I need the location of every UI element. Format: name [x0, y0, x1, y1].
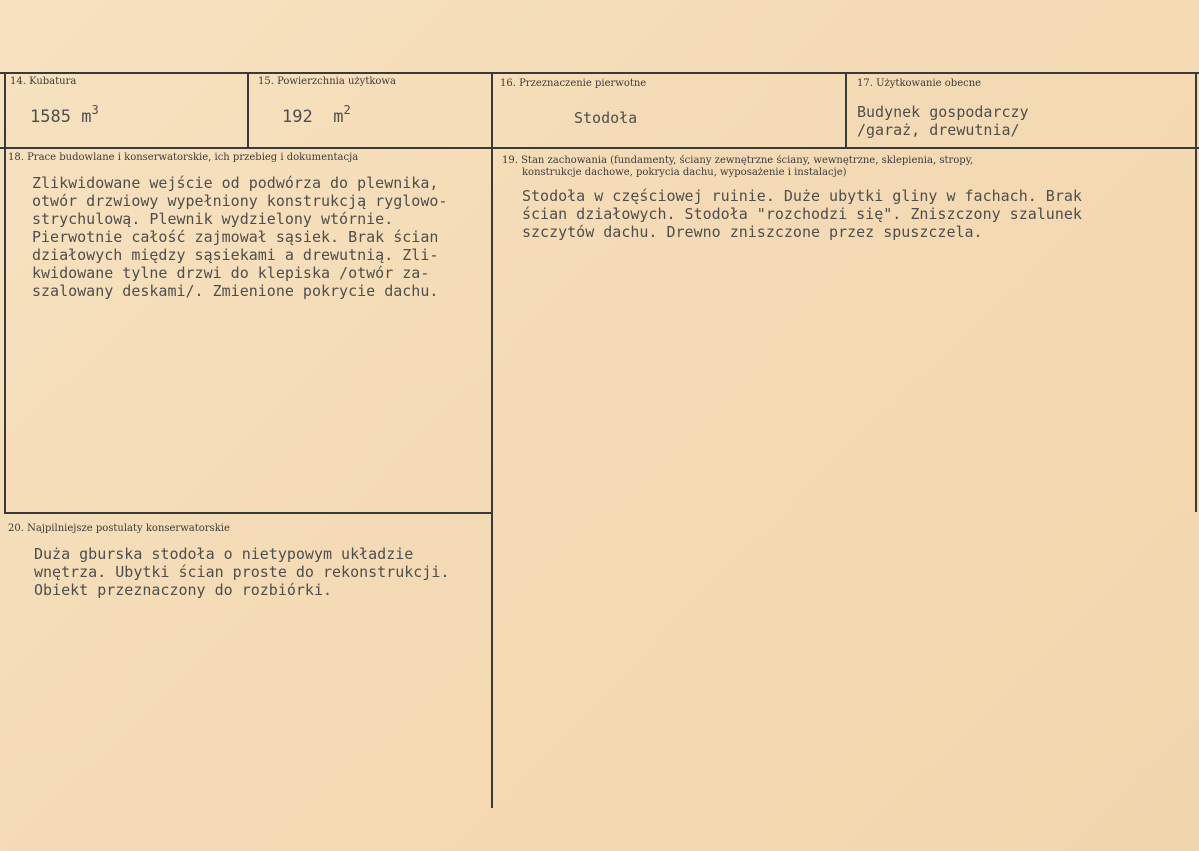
volume-unit-exponent: 3	[91, 103, 99, 117]
field-19-line-2: ścian działowych. Stodoła "rozchodzi się". Zniszczony szalunek	[522, 205, 1082, 223]
field-15-value	[282, 103, 351, 127]
field-15-label: 15. Powierzchnia użytkowa	[258, 76, 396, 87]
field-20-line-3: Obiekt przeznaczony do rozbiórki.	[34, 581, 333, 599]
field-18-line-2: otwór drzwiowy wypełniony konstrukcją ryglowo-	[32, 192, 448, 210]
field-14-value	[30, 103, 99, 127]
divider-14-15	[247, 72, 249, 149]
area-unit: m	[333, 107, 344, 127]
field-19-line-1: Stodoła w częściowej ruinie. Duże ubytki gliny w fachach. Brak	[522, 187, 1082, 205]
volume-number: 1585	[30, 107, 71, 127]
field-19-line-3: szczytów dachu. Drewno zniszczone przez spuszczela.	[522, 223, 983, 241]
field-18-line-7: szalowany deskami/. Zmienione pokrycie dachu.	[32, 282, 439, 300]
field-18-line-6: kwidowane tylne drzwi do klepiska /otwór za-	[32, 264, 430, 282]
field-19-label-line-1: 19. Stan zachowania (fundamenty, ściany zewnętrzne ściany, wewnętrzne, sklepienia, stropy,	[502, 155, 974, 166]
field-18-line-1: Zlikwidowane wejście od podwórza do plewnika,	[32, 174, 439, 192]
field-18-line-3: strychulową. Plewnik wydzielony wtórnie.	[32, 210, 394, 228]
field-14-label: 14. Kubatura	[10, 76, 77, 87]
field-17-line-2: /garaż, drewutnia/	[857, 121, 1020, 139]
field-17-line-1: Budynek gospodarczy	[857, 103, 1029, 121]
right-border	[1195, 72, 1197, 512]
field-18-label: 18. Prace budowlane i konserwatorskie, ich przebieg i dokumentacja	[8, 152, 359, 163]
field-16-value: Stodoła	[574, 109, 638, 127]
area-number: 192	[282, 107, 313, 127]
field-16-label: 16. Przeznaczenie pierwotne	[500, 78, 647, 89]
field-20-line-2: wnętrza. Ubytki ścian proste do rekonstrukcji.	[34, 563, 450, 581]
area-unit-exponent: 2	[343, 103, 351, 117]
field-18-line-5: działowych między sąsiekami a drewutnią. Zli-	[32, 246, 439, 264]
field-18-line-4: Pierwotnie całość zajmował sąsiek. Brak ścian	[32, 228, 439, 246]
field-20-label: 20. Najpilniejsze postulaty konserwatorskie	[8, 523, 230, 534]
header-bottom-rule	[0, 147, 1199, 149]
divider-main-vertical	[491, 72, 493, 808]
field-19-label-line-2: konstrukcje dachowe, pokrycia dachu, wyposażenie i instalacje)	[522, 167, 847, 178]
volume-unit: m	[81, 107, 92, 127]
divider-18-20	[4, 512, 493, 514]
divider-16-17	[845, 72, 847, 149]
field-20-line-1: Duża gburska stodoła o nietypowym układzie	[34, 545, 414, 563]
top-rule	[0, 72, 1199, 74]
left-border	[4, 72, 6, 512]
field-17-label: 17. Użytkowanie obecne	[857, 78, 982, 89]
